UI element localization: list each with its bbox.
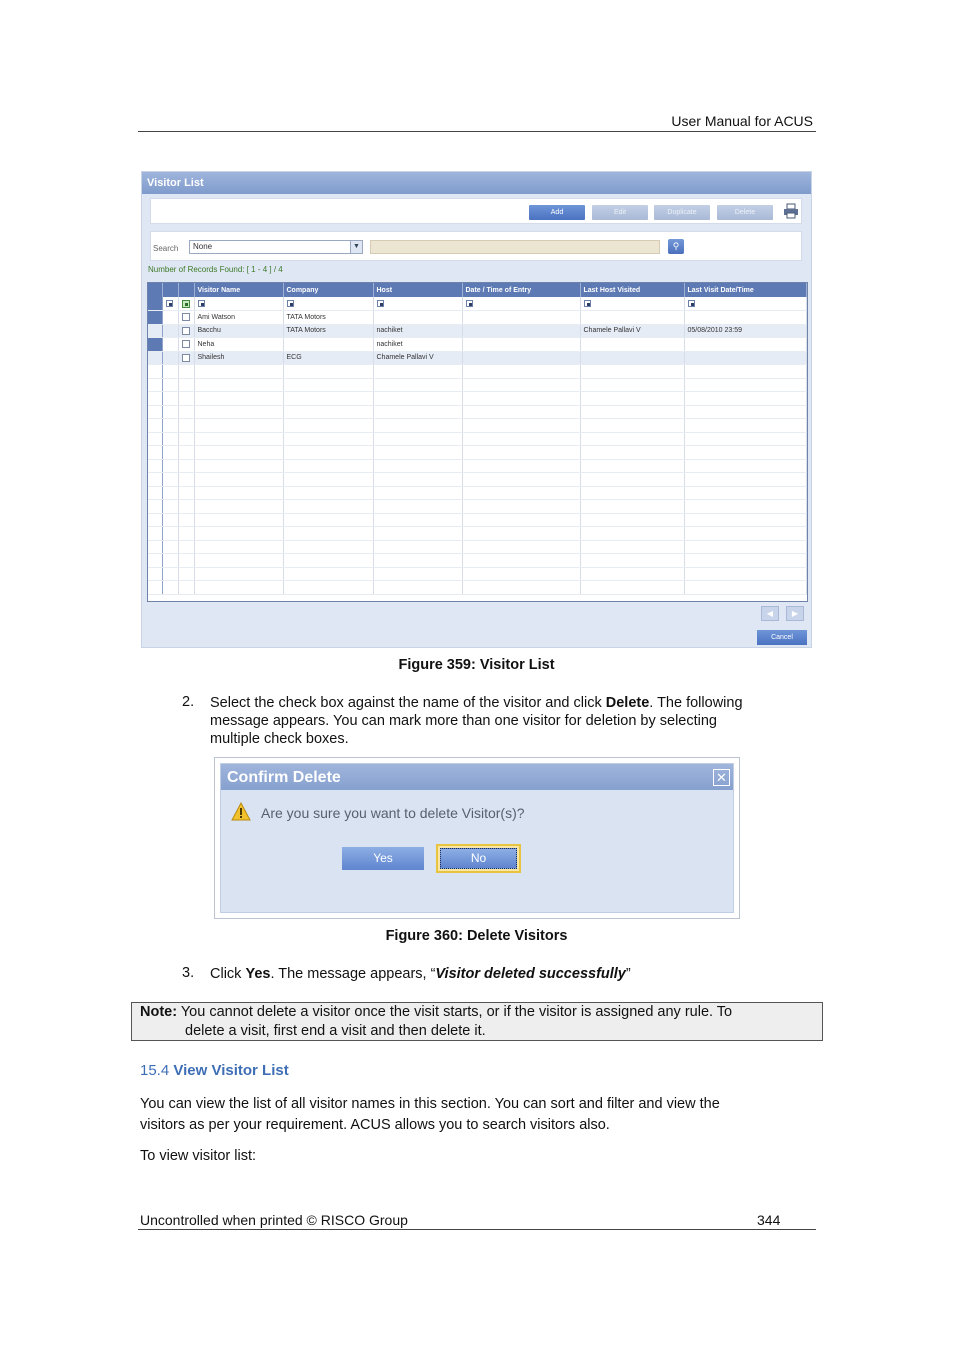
note-label: Note: [140, 1004, 178, 1020]
figure-caption: Figure 359: Visitor List [398, 657, 555, 673]
no-button[interactable] [436, 844, 521, 873]
table-row[interactable] [148, 338, 807, 352]
row-checkbox[interactable] [182, 340, 190, 348]
row-checkbox[interactable] [182, 313, 190, 321]
toolbar [150, 198, 802, 224]
note-line-1: Note: You cannot delete a visitor once the visit starts, or if the visitor is assigned any rule. To [140, 1004, 733, 1020]
running-header: User Manual for ACUS [671, 113, 813, 129]
row-checkbox[interactable] [182, 354, 190, 362]
empty-row [148, 392, 807, 406]
page-number: 344 [757, 1212, 781, 1228]
table-row[interactable] [148, 311, 807, 325]
last-host-cell: Chamele Pallavi V [580, 324, 684, 338]
section-paragraph: You can view the list of all visitor names in this section. You can sort and filter and view the visitors as per your requirement. ACUS allows you to search visitors also. [140, 1096, 720, 1133]
empty-row [148, 500, 807, 514]
host-cell: nachiket [373, 338, 462, 352]
duplicate-button[interactable]: Duplicate [654, 205, 710, 220]
entry-cell [462, 351, 580, 365]
empty-row [148, 432, 807, 446]
host-cell: nachiket [373, 324, 462, 338]
last-visit-cell [684, 311, 807, 325]
filter-icon[interactable] [377, 300, 384, 307]
empty-row [148, 378, 807, 392]
close-icon[interactable]: ✕ [713, 769, 730, 786]
host-cell [373, 311, 462, 325]
printer-icon[interactable] [783, 203, 799, 219]
filter-checkbox[interactable] [166, 300, 173, 307]
cancel-button[interactable]: Cancel [757, 630, 807, 645]
last-visit-cell [684, 351, 807, 365]
chevron-down-icon[interactable]: ▼ [350, 241, 362, 253]
empty-row [148, 581, 807, 595]
footer-text: Uncontrolled when printed © RISCO Group [140, 1212, 408, 1228]
visitor-name-cell: Ami Watson [194, 311, 283, 325]
empty-row [148, 554, 807, 568]
empty-row [148, 513, 807, 527]
confirm-delete-dialog [214, 757, 740, 919]
previous-page-button[interactable]: ◀ [761, 606, 779, 621]
filter-icon[interactable] [287, 300, 294, 307]
empty-row [148, 527, 807, 541]
company-cell: TATA Motors [283, 324, 373, 338]
yes-button[interactable]: Yes [342, 847, 424, 870]
records-found: Number of Records Found: [ 1 - 4 ] / 4 [148, 265, 283, 274]
empty-row [148, 459, 807, 473]
list-number: 3. [182, 965, 195, 981]
list-number: 2. [182, 694, 195, 710]
column-header[interactable]: Visitor Name [194, 283, 283, 297]
step-2-text [210, 694, 810, 748]
company-cell [283, 338, 373, 352]
search-icon[interactable]: ⚲ [668, 239, 684, 254]
filter-icon[interactable] [466, 300, 473, 307]
visitor-grid [147, 282, 808, 602]
last-host-cell [580, 351, 684, 365]
row-header-col [148, 283, 162, 297]
edit-button[interactable]: Edit [592, 205, 648, 220]
empty-rows [148, 365, 807, 595]
host-cell: Chamele Pallavi V [373, 351, 462, 365]
search-bar [150, 231, 802, 261]
row-checkbox[interactable] [182, 327, 190, 335]
column-header[interactable]: Host [373, 283, 462, 297]
search-select-value: None [193, 242, 213, 251]
clear-filter-icon[interactable] [148, 297, 162, 311]
no-button-label: No [440, 848, 517, 869]
table-row[interactable] [148, 324, 807, 338]
visitor-list-window [141, 171, 812, 648]
step-2-line-1: Select the check box against the name of the visitor and click Delete. The following [210, 695, 743, 711]
empty-row [148, 419, 807, 433]
filter-icon[interactable] [584, 300, 591, 307]
header-rule [138, 131, 816, 132]
visitor-name-cell: Shailesh [194, 351, 283, 365]
delete-button[interactable]: Delete [717, 205, 773, 220]
note-line-2: delete a visit, first end a visit and then delete it. [185, 1023, 486, 1039]
empty-row [148, 486, 807, 500]
search-label: Search [153, 244, 179, 253]
last-visit-cell: 05/08/2010 23:59 [684, 324, 807, 338]
select-all-checkbox[interactable] [182, 300, 190, 308]
column-header[interactable]: Last Visit Date/Time [684, 283, 807, 297]
entry-cell [462, 338, 580, 352]
empty-row [148, 365, 807, 379]
step-2-line-2: message appears. You can mark more than one visitor for deletion by selecting [210, 713, 717, 729]
note-box [131, 1002, 823, 1041]
last-visit-cell [684, 338, 807, 352]
grid-header-row [148, 283, 807, 297]
column-header[interactable]: Last Host Visited [580, 283, 684, 297]
entry-cell [462, 324, 580, 338]
empty-row [148, 473, 807, 487]
search-field-select[interactable] [189, 240, 363, 254]
company-cell: TATA Motors [283, 311, 373, 325]
add-button[interactable]: Add [529, 205, 585, 220]
step-3-text: Click Yes. The message appears, “Visitor deleted successfully” [210, 966, 631, 982]
table-row[interactable] [148, 351, 807, 365]
filter-icon[interactable] [198, 300, 205, 307]
filter-col [178, 283, 194, 297]
column-header[interactable]: Company [283, 283, 373, 297]
warning-icon [231, 802, 251, 821]
dialog-title: Confirm Delete [221, 764, 733, 790]
last-host-cell [580, 311, 684, 325]
last-host-cell [580, 338, 684, 352]
filter-icon[interactable] [688, 300, 695, 307]
company-cell: ECG [283, 351, 373, 365]
next-page-button[interactable]: ▶ [786, 606, 804, 621]
entry-cell [462, 311, 580, 325]
empty-row [148, 405, 807, 419]
window-title: Visitor List [142, 172, 811, 194]
dialog-message: Are you sure you want to delete Visitor(s)? [261, 805, 525, 821]
empty-row [148, 540, 807, 554]
figure-caption: Figure 360: Delete Visitors [385, 928, 568, 944]
column-header[interactable]: Date / Time of Entry [462, 283, 580, 297]
empty-row [148, 446, 807, 460]
empty-row [148, 567, 807, 581]
filter-row [148, 297, 807, 311]
section-heading: 15.4 View Visitor List [140, 1062, 289, 1079]
footer-rule [138, 1229, 816, 1230]
visitor-name-cell: Neha [194, 338, 283, 352]
section-paragraph-2: To view visitor list: [140, 1148, 257, 1164]
select-col [162, 283, 178, 297]
search-input[interactable] [370, 240, 660, 254]
visitor-name-cell: Bacchu [194, 324, 283, 338]
step-2-line-3: multiple check boxes. [210, 731, 349, 747]
